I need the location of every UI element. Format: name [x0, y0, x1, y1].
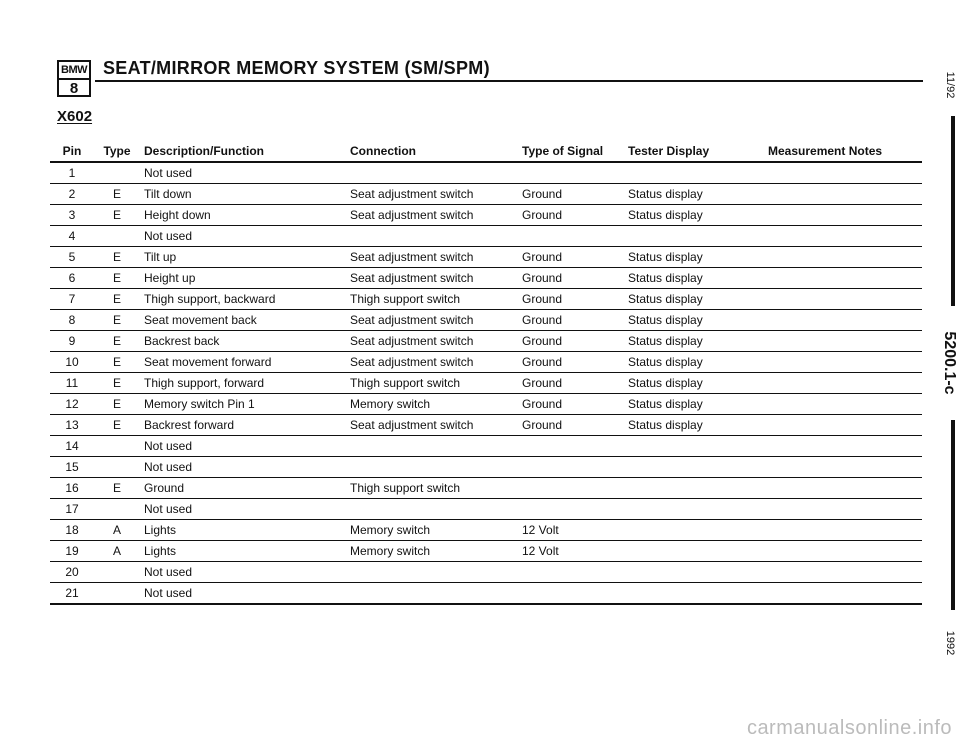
- cell-type: [94, 583, 140, 605]
- cell-signal-type: [522, 583, 628, 605]
- cell-signal-type: [522, 562, 628, 583]
- cell-type: [94, 499, 140, 520]
- cell-measurement-notes: [768, 394, 922, 415]
- bmw-logo: [57, 60, 91, 97]
- cell-pin: 13: [50, 415, 94, 436]
- cell-pin: 21: [50, 583, 94, 605]
- table-row: [50, 478, 922, 499]
- cell-type: E: [94, 184, 140, 205]
- header-tester-display: Tester Display: [628, 141, 768, 162]
- cell-description: Tilt up: [140, 247, 350, 268]
- side-year: [941, 620, 959, 666]
- cell-measurement-notes: [768, 352, 922, 373]
- cell-measurement-notes: [768, 520, 922, 541]
- cell-type: E: [94, 478, 140, 499]
- cell-signal-type: [522, 499, 628, 520]
- table-row: [50, 226, 922, 247]
- cell-description: Height down: [140, 205, 350, 226]
- cell-type: [94, 226, 140, 247]
- cell-connection: [350, 436, 522, 457]
- table-row: [50, 583, 922, 605]
- cell-tester-display: [628, 457, 768, 478]
- cell-description: Tilt down: [140, 184, 350, 205]
- cell-description: Seat movement forward: [140, 352, 350, 373]
- side-code-text: 5200.1-c: [941, 331, 958, 395]
- table-row: [50, 415, 922, 436]
- cell-tester-display: Status display: [628, 310, 768, 331]
- cell-pin: 15: [50, 457, 94, 478]
- table-row: [50, 457, 922, 478]
- cell-connection: Seat adjustment switch: [350, 415, 522, 436]
- header-description: Description/Function: [140, 141, 350, 162]
- cell-signal-type: [522, 478, 628, 499]
- connector-id: X602: [57, 108, 93, 125]
- table-row: [50, 373, 922, 394]
- pin-table: [50, 141, 922, 605]
- cell-tester-display: [628, 478, 768, 499]
- header-type: Type: [94, 141, 140, 162]
- cell-type: E: [94, 205, 140, 226]
- cell-description: Backrest back: [140, 331, 350, 352]
- cell-measurement-notes: [768, 499, 922, 520]
- cell-type: E: [94, 352, 140, 373]
- cell-description: Not used: [140, 162, 350, 184]
- cell-connection: Thigh support switch: [350, 289, 522, 310]
- cell-connection: Thigh support switch: [350, 478, 522, 499]
- cell-pin: 16: [50, 478, 94, 499]
- cell-tester-display: Status display: [628, 331, 768, 352]
- cell-type: [94, 436, 140, 457]
- cell-tester-display: [628, 162, 768, 184]
- cell-type: E: [94, 310, 140, 331]
- cell-type: E: [94, 331, 140, 352]
- header-connection: Connection: [350, 141, 522, 162]
- cell-measurement-notes: [768, 436, 922, 457]
- cell-tester-display: [628, 436, 768, 457]
- side-year-text: 1992: [944, 630, 956, 656]
- cell-pin: 10: [50, 352, 94, 373]
- cell-measurement-notes: [768, 205, 922, 226]
- cell-type: A: [94, 541, 140, 562]
- cell-type: A: [94, 520, 140, 541]
- cell-pin: 11: [50, 373, 94, 394]
- cell-tester-display: [628, 562, 768, 583]
- table-row: [50, 520, 922, 541]
- cell-description: Not used: [140, 457, 350, 478]
- cell-connection: [350, 562, 522, 583]
- cell-pin: 4: [50, 226, 94, 247]
- cell-signal-type: 12 Volt: [522, 520, 628, 541]
- cell-type: E: [94, 394, 140, 415]
- cell-connection: [350, 162, 522, 184]
- cell-description: Not used: [140, 436, 350, 457]
- cell-pin: 14: [50, 436, 94, 457]
- table-row: [50, 205, 922, 226]
- cell-type: E: [94, 373, 140, 394]
- cell-pin: 8: [50, 310, 94, 331]
- cell-tester-display: [628, 583, 768, 605]
- watermark: carmanualsonline.info: [746, 717, 952, 739]
- table-row: [50, 394, 922, 415]
- logo-brand: BMW: [59, 62, 89, 80]
- cell-type: [94, 162, 140, 184]
- cell-signal-type: [522, 226, 628, 247]
- cell-tester-display: Status display: [628, 289, 768, 310]
- cell-signal-type: Ground: [522, 205, 628, 226]
- page-title: SEAT/MIRROR MEMORY SYSTEM (SM/SPM): [103, 58, 490, 78]
- cell-signal-type: Ground: [522, 310, 628, 331]
- cell-signal-type: Ground: [522, 331, 628, 352]
- cell-connection: Memory switch: [350, 394, 522, 415]
- cell-description: Backrest forward: [140, 415, 350, 436]
- cell-measurement-notes: [768, 541, 922, 562]
- cell-measurement-notes: [768, 562, 922, 583]
- side-date: [941, 60, 959, 110]
- table-row: [50, 541, 922, 562]
- table-row: [50, 289, 922, 310]
- cell-signal-type: Ground: [522, 289, 628, 310]
- cell-connection: [350, 226, 522, 247]
- cell-pin: 19: [50, 541, 94, 562]
- cell-signal-type: Ground: [522, 247, 628, 268]
- cell-measurement-notes: [768, 162, 922, 184]
- logo-series: 8: [69, 80, 79, 97]
- cell-description: Not used: [140, 499, 350, 520]
- cell-pin: 6: [50, 268, 94, 289]
- cell-signal-type: Ground: [522, 394, 628, 415]
- cell-connection: Seat adjustment switch: [350, 310, 522, 331]
- cell-connection: Thigh support switch: [350, 373, 522, 394]
- cell-signal-type: [522, 436, 628, 457]
- cell-description: Thigh support, forward: [140, 373, 350, 394]
- cell-signal-type: Ground: [522, 415, 628, 436]
- cell-connection: Seat adjustment switch: [350, 247, 522, 268]
- table-row: [50, 268, 922, 289]
- cell-measurement-notes: [768, 226, 922, 247]
- cell-connection: [350, 457, 522, 478]
- cell-measurement-notes: [768, 583, 922, 605]
- cell-measurement-notes: [768, 247, 922, 268]
- cell-pin: 7: [50, 289, 94, 310]
- cell-connection: Memory switch: [350, 541, 522, 562]
- cell-signal-type: [522, 457, 628, 478]
- table-row: [50, 310, 922, 331]
- table-row: [50, 184, 922, 205]
- cell-connection: Memory switch: [350, 520, 522, 541]
- cell-signal-type: Ground: [522, 352, 628, 373]
- cell-type: E: [94, 289, 140, 310]
- cell-description: Lights: [140, 520, 350, 541]
- cell-tester-display: [628, 541, 768, 562]
- cell-signal-type: Ground: [522, 268, 628, 289]
- cell-description: Not used: [140, 226, 350, 247]
- cell-measurement-notes: [768, 457, 922, 478]
- header-pin: Pin: [50, 141, 94, 162]
- cell-signal-type: Ground: [522, 184, 628, 205]
- cell-tester-display: Status display: [628, 415, 768, 436]
- side-bar-lower: [951, 420, 955, 610]
- table-header-row: [50, 141, 922, 162]
- cell-type: E: [94, 268, 140, 289]
- cell-type: E: [94, 415, 140, 436]
- title-divider: [95, 80, 923, 82]
- cell-pin: 5: [50, 247, 94, 268]
- table-row: [50, 247, 922, 268]
- side-date-text: 11/92: [944, 71, 956, 99]
- cell-measurement-notes: [768, 478, 922, 499]
- cell-pin: 17: [50, 499, 94, 520]
- cell-pin: 20: [50, 562, 94, 583]
- cell-tester-display: Status display: [628, 184, 768, 205]
- cell-measurement-notes: [768, 184, 922, 205]
- cell-signal-type: 12 Volt: [522, 541, 628, 562]
- cell-tester-display: Status display: [628, 247, 768, 268]
- cell-description: Not used: [140, 583, 350, 605]
- cell-pin: 2: [50, 184, 94, 205]
- cell-tester-display: Status display: [628, 373, 768, 394]
- cell-signal-type: [522, 162, 628, 184]
- cell-measurement-notes: [768, 289, 922, 310]
- cell-tester-display: Status display: [628, 268, 768, 289]
- cell-pin: 1: [50, 162, 94, 184]
- table-row: [50, 499, 922, 520]
- table-row: [50, 331, 922, 352]
- cell-pin: 3: [50, 205, 94, 226]
- cell-tester-display: Status display: [628, 394, 768, 415]
- header-measurement-notes: Measurement Notes: [768, 141, 922, 162]
- cell-measurement-notes: [768, 331, 922, 352]
- cell-connection: Seat adjustment switch: [350, 268, 522, 289]
- cell-pin: 12: [50, 394, 94, 415]
- cell-measurement-notes: [768, 310, 922, 331]
- cell-connection: Seat adjustment switch: [350, 352, 522, 373]
- cell-pin: 18: [50, 520, 94, 541]
- cell-tester-display: Status display: [628, 352, 768, 373]
- side-bar-upper: [951, 116, 955, 306]
- cell-description: Lights: [140, 541, 350, 562]
- cell-description: Ground: [140, 478, 350, 499]
- cell-tester-display: [628, 499, 768, 520]
- cell-description: Height up: [140, 268, 350, 289]
- cell-connection: [350, 583, 522, 605]
- table-row: [50, 352, 922, 373]
- table-row: [50, 436, 922, 457]
- cell-measurement-notes: [768, 268, 922, 289]
- cell-connection: Seat adjustment switch: [350, 331, 522, 352]
- cell-description: Not used: [140, 562, 350, 583]
- cell-tester-display: [628, 520, 768, 541]
- cell-type: [94, 457, 140, 478]
- cell-description: Seat movement back: [140, 310, 350, 331]
- cell-measurement-notes: [768, 373, 922, 394]
- cell-measurement-notes: [768, 415, 922, 436]
- cell-connection: Seat adjustment switch: [350, 205, 522, 226]
- cell-type: E: [94, 247, 140, 268]
- table-row: [50, 562, 922, 583]
- cell-type: [94, 562, 140, 583]
- cell-signal-type: Ground: [522, 373, 628, 394]
- cell-connection: Seat adjustment switch: [350, 184, 522, 205]
- cell-tester-display: [628, 226, 768, 247]
- cell-description: Memory switch Pin 1: [140, 394, 350, 415]
- table-row: [50, 162, 922, 184]
- cell-tester-display: Status display: [628, 205, 768, 226]
- header-signal-type: Type of Signal: [522, 141, 628, 162]
- side-code: [937, 318, 960, 408]
- cell-connection: [350, 499, 522, 520]
- cell-description: Thigh support, backward: [140, 289, 350, 310]
- cell-pin: 9: [50, 331, 94, 352]
